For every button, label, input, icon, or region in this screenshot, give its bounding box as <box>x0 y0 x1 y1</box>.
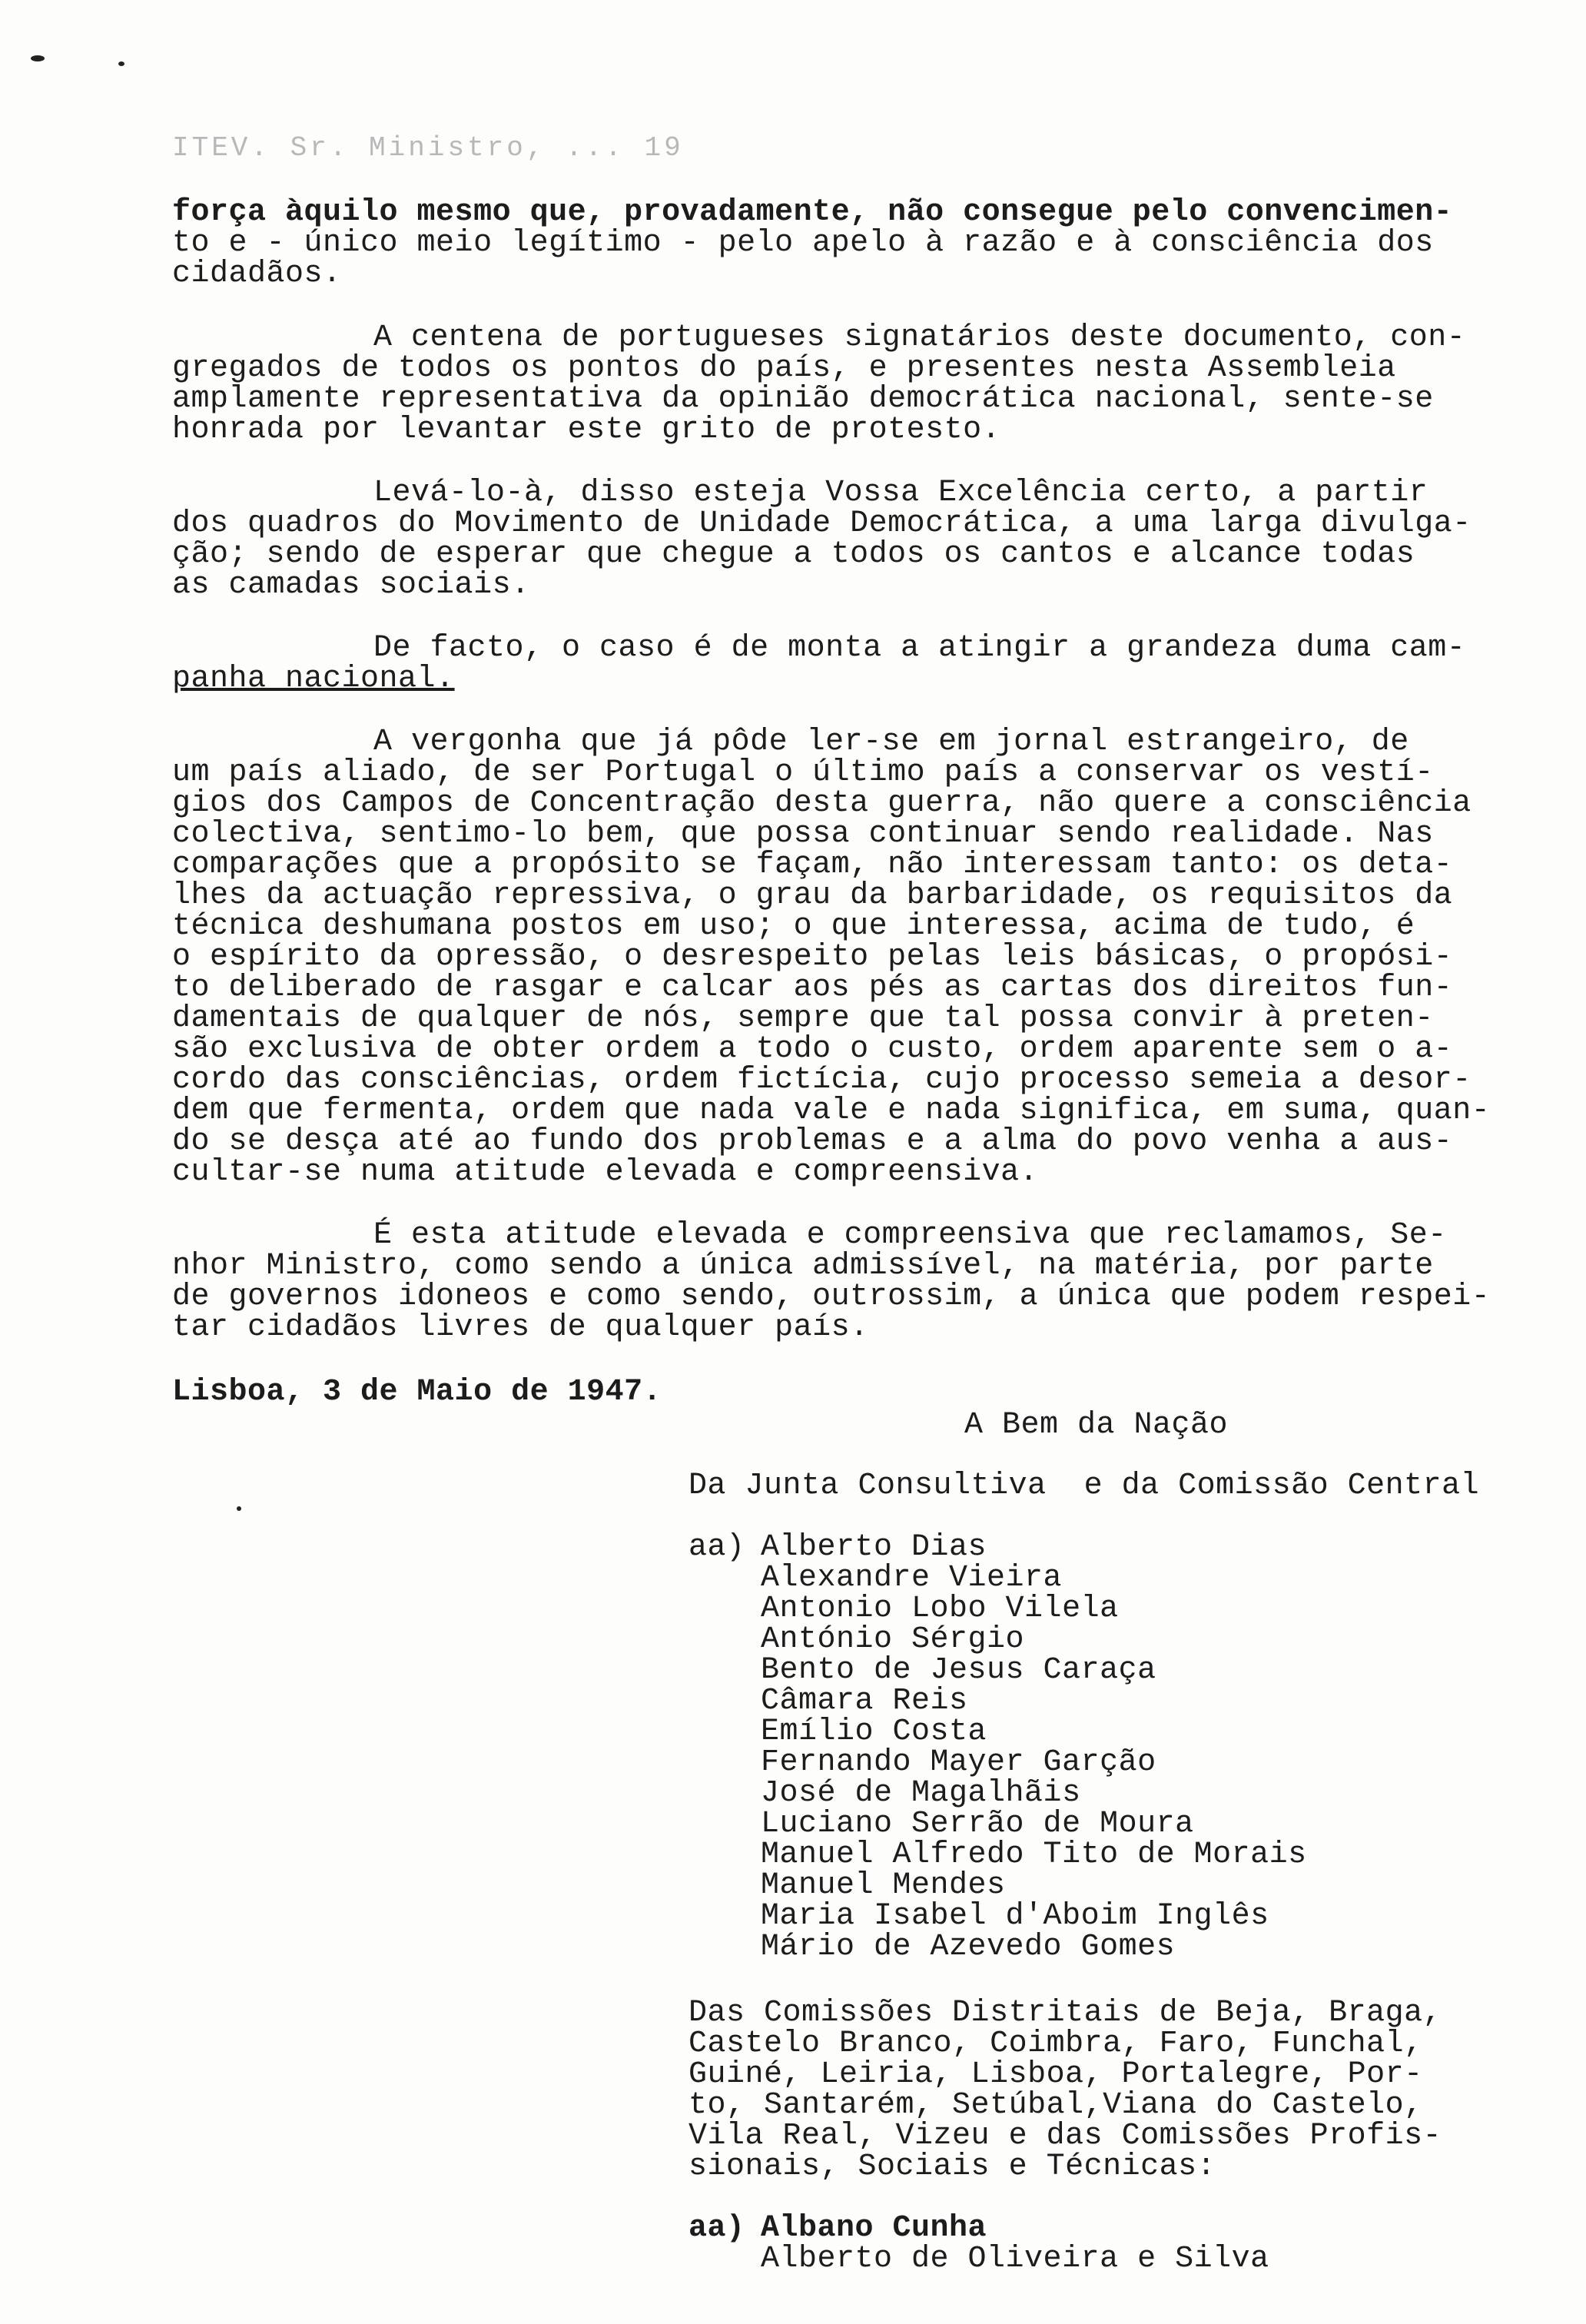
ink-speck <box>237 1506 241 1511</box>
paragraph-line: nhor Ministro, como sendo a única admissível, na matéria, por parte <box>172 1249 1434 1283</box>
signatory-name: Luciano Serrão de Moura <box>761 1807 1194 1841</box>
ink-speck <box>31 55 45 61</box>
closing-line: A Bem da Nação <box>964 1408 1229 1443</box>
paragraph-line: A centena de portugueses signatários deste documento, con- <box>373 320 1466 355</box>
signatory-name: Alberto de Oliveira e Silva <box>761 2242 1269 2276</box>
paragraph-line: colectiva, sentimo-lo bem, que possa continuar sendo realidade. Nas <box>172 817 1434 852</box>
signatory-group-heading: Guiné, Leiria, Lisboa, Portalegre, Por- <box>688 2057 1423 2092</box>
paragraph-line: honrada por levantar este grito de protesto. <box>172 413 1001 447</box>
signatory-name: Bento de Jesus Caraça <box>761 1653 1156 1688</box>
signatory-name: Emílio Costa <box>761 1715 987 1749</box>
paragraph-line: panha nacional. <box>172 662 455 696</box>
signatory-name: Alberto Dias <box>761 1530 987 1565</box>
signatory-name: Albano Cunha <box>761 2211 987 2246</box>
paragraph-line: De facto, o caso é de monta a atingir a grandeza duma cam- <box>373 631 1466 666</box>
paragraph-line: to e - único meio legítimo - pelo apelo à razão e à consciência dos <box>172 226 1434 261</box>
signatory-name: António Sérgio <box>761 1622 1025 1657</box>
paragraph-line: do se desça até ao fundo dos problemas e a alma do povo venha a aus- <box>172 1124 1453 1159</box>
paragraph-line: É esta atitude elevada e compreensiva que reclamamos, Se- <box>373 1218 1447 1253</box>
paragraph-line: gios dos Campos de Concentração desta guerra, não quere a consciência <box>172 786 1472 821</box>
signatory-name: Manuel Alfredo Tito de Morais <box>761 1838 1307 1872</box>
signatory-name: Antonio Lobo Vilela <box>761 1592 1119 1626</box>
paragraph-line: Levá-lo-à, disso esteja Vossa Excelência certo, a partir <box>373 476 1428 510</box>
signatory-prefix: aa) <box>688 2211 745 2246</box>
paragraph-line: são exclusiva de obter ordem a todo o custo, ordem aparente sem o a- <box>172 1032 1453 1067</box>
signatory-name: Alexandre Vieira <box>761 1561 1063 1595</box>
signatory-group-heading: sionais, Sociais e Técnicas: <box>688 2150 1216 2184</box>
paragraph-line: ção; sendo de esperar que chegue a todos os cantos e alcance todas <box>172 537 1415 572</box>
signatory-group-heading: Vila Real, Vizeu e das Comissões Profis- <box>688 2119 1442 2153</box>
signatory-group-heading: to, Santarém, Setúbal,Viana do Castelo, <box>688 2088 1423 2123</box>
paragraph-line: o espírito da opressão, o desrespeito pelas leis básicas, o propósi- <box>172 940 1453 974</box>
paragraph-line: gregados de todos os pontos do país, e presentes nesta Assembleia <box>172 351 1396 386</box>
date-line: Lisboa, 3 de Maio de 1947. <box>172 1375 662 1409</box>
signatory-name: Mário de Azevedo Gomes <box>761 1930 1176 1964</box>
paragraph-line: de governos idoneos e como sendo, outrossim, a única que podem respei- <box>172 1280 1491 1314</box>
paragraph-line: lhes da actuação repressiva, o grau da barbaridade, os requisitos da <box>172 878 1453 913</box>
paragraph-line: tar cidadãos livres de qualquer país. <box>172 1310 869 1345</box>
signatory-name: Câmara Reis <box>761 1684 968 1718</box>
paragraph-line: cidadãos. <box>172 257 342 291</box>
paragraph-line: to deliberado de rasgar e calcar aos pés as cartas dos direitos fun- <box>172 971 1453 1005</box>
paragraph-line: comparações que a propósito se façam, não interessam tanto: os deta- <box>172 848 1453 882</box>
ink-speck <box>118 61 124 66</box>
paragraph-line: dem que fermenta, ordem que nada vale e nada significa, em suma, quan- <box>172 1094 1491 1128</box>
signatory-name: Maria Isabel d'Aboim Inglês <box>761 1899 1269 1934</box>
paragraph-line: amplamente representativa da opinião democrática nacional, sente-se <box>172 382 1434 417</box>
signatory-name: Fernando Mayer Garção <box>761 1745 1156 1780</box>
paragraph-line: damentais de qualquer de nós, sempre que tal possa convir à preten- <box>172 1001 1434 1036</box>
paragraph-line: A vergonha que já pôde ler-se em jornal estrangeiro, de <box>373 725 1409 759</box>
paragraph-line: força àquilo mesmo que, provadamente, não consegue pelo convencimen- <box>172 195 1453 230</box>
paragraph-line: as camadas sociais. <box>172 568 530 603</box>
paragraph-line: cultar-se numa atitude elevada e compreensiva. <box>172 1155 1039 1190</box>
signatory-group-heading: Das Comissões Distritais de Beja, Braga, <box>688 1996 1442 2030</box>
signatory-prefix: aa) <box>688 1530 745 1565</box>
signatory-group-heading: Castelo Branco, Coimbra, Faro, Funchal, <box>688 2027 1423 2061</box>
signatory-name: José de Magalhãis <box>761 1776 1081 1811</box>
signatory-group-heading: Da Junta Consultiva e da Comissão Central <box>688 1469 1480 1503</box>
signatory-name: Manuel Mendes <box>761 1868 1006 1903</box>
paragraph-line: técnica deshumana postos em uso; o que interessa, acima de tudo, é <box>172 909 1415 944</box>
paragraph-line: cordo das consciências, ordem fictícia, cujo processo semeia a desor- <box>172 1063 1472 1097</box>
paragraph-line: um país aliado, de ser Portugal o último país a conservar os vestí- <box>172 755 1434 790</box>
faint-header-line: ITEV. Sr. Ministro, ... 19 <box>172 132 684 164</box>
paragraph-line: dos quadros do Movimento de Unidade Democrática, a uma larga divulga- <box>172 506 1472 541</box>
